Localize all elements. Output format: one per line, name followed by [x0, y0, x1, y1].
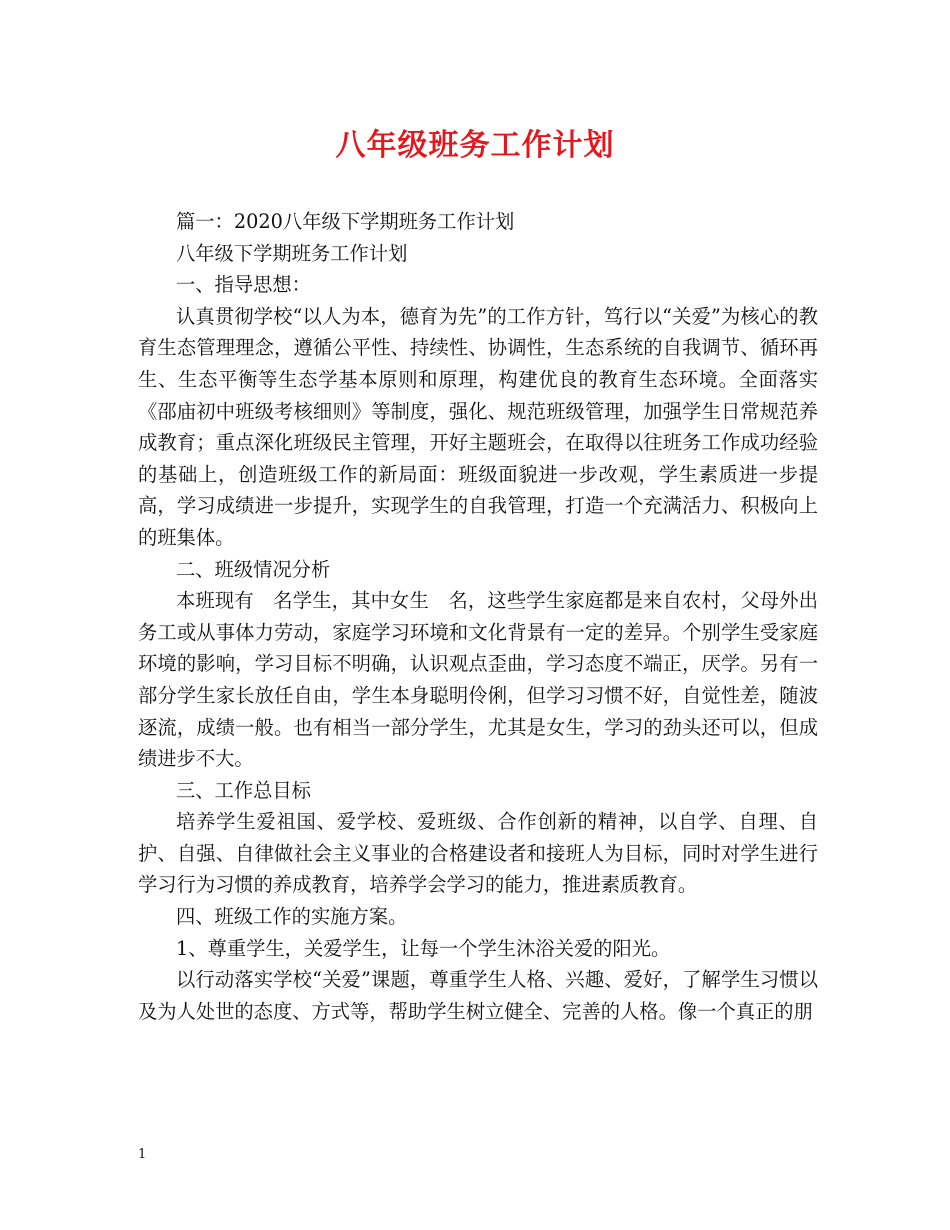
paragraph-class-analysis: 本班现有 名学生，其中女生 名，这些学生家庭都是来自农村，父母外出务工或从事体力劳动，家庭学习环境和文化背景有一定的差异。个别学生受家庭环境的影响，学习目标不明确，认识观点歪曲，学习态度不端正，厌学。另有一部分学生家长放任自由，学生本身聪明伶俐，但学习习惯不好，自觉性差，随波逐流，成绩一般。也有相当一部分学生，尤其是女生，学习的劲头还可以，但成绩进步不大。: [138, 589, 818, 771]
document-body: [138, 206, 818, 1027]
heading-overall-goals: 三、工作总目标: [176, 778, 311, 802]
section-heading: 篇一：2020八年级下学期班务工作计划: [176, 210, 515, 233]
paragraph-guiding-ideology: 认真贯彻学校“以人为本，德育为先”的工作方针，笃行以“关爱”为核心的教育生态管理理念，遵循公平性、持续性、协调性，生态系统的自我调节、循环再生、生态平衡等生态学基本原则和原理，构建优良的教育生态环境。全面落实《邵庙初中班级考核细则》等制度，强化、规范班级管理，加强学生日常规范养成教育；重点深化班级民主管理，开好主题班会，在取得以往班务工作成功经验的基础上，创造班级工作的新局面：班级面貌进一步改观，学生素质进一步提高，学习成绩进一步提升，实现学生的自我管理，打造一个充满活力、积极向上的班集体。: [138, 304, 818, 549]
heading-guiding-ideology: 一、指导思想：: [176, 273, 311, 297]
paragraph-overall-goals: 培养学生爱祖国、爱学校、爱班级、合作创新的精神，以自学、自理、自护、自强、自律做社会主义事业的合格建设者和接班人为目标，同时对学生进行学习行为习惯的养成教育，培养学会学习的能力，推进素质教育。: [138, 810, 818, 897]
heading-class-analysis: 二、班级情况分析: [176, 557, 331, 581]
paragraph-respect-students: 以行动落实学校“关爱”课题，尊重学生人格、兴趣、爱好，了解学生习惯以及为人处世的态度、方式等，帮助学生树立健全、完善的人格。像一个真正的朋: [138, 968, 818, 1023]
subheading-respect-students: 1、尊重学生，关爱学生，让每一个学生沐浴关爱的阳光。: [176, 936, 671, 960]
page-title: 八年级班务工作计划: [335, 128, 615, 163]
heading-implementation-plan: 四、班级工作的实施方案。: [176, 905, 408, 929]
page-number: 1: [138, 1147, 147, 1162]
subtitle-paragraph: 八年级下学期班务工作计划: [176, 241, 408, 265]
